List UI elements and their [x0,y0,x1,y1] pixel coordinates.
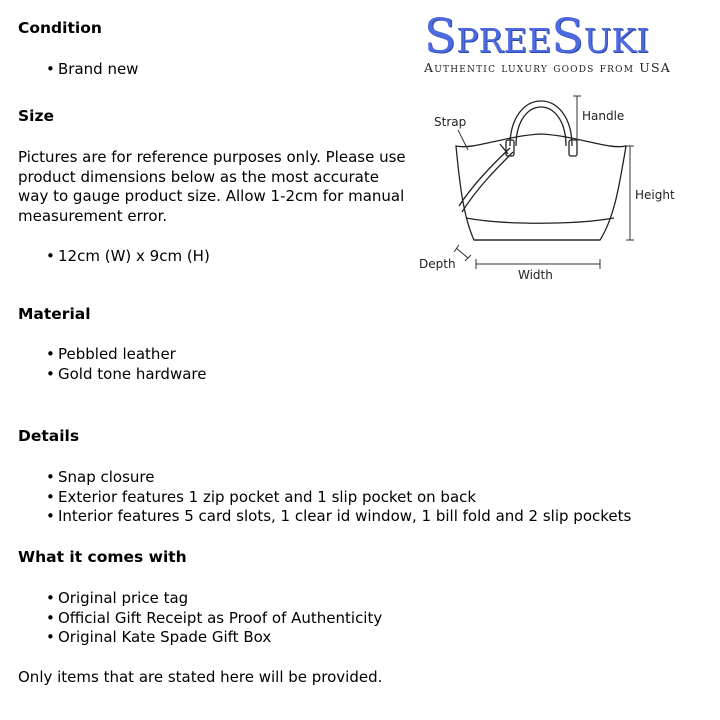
list-item-text: Original price tag [58,589,189,607]
details-heading: Details [18,427,80,445]
handbag-dimension-diagram [414,88,714,288]
list-item [46,488,631,508]
bullet: • [46,364,55,383]
brand-title: SpreeSuki [424,9,650,64]
material-heading: Material [18,305,91,323]
bullet: • [46,247,55,265]
label-width: Width [518,268,553,282]
size-list [46,247,210,267]
list-item-text: Official Gift Receipt as Proof of Authenticity [58,608,383,627]
list-item-text: 12cm (W) x 9cm (H) [58,247,210,265]
list-item-text: Interior features 5 card slots, 1 clear id window, 1 bill fold and 2 slip pockets [58,507,632,525]
list-item [46,468,631,488]
label-handle: Handle [582,109,625,123]
size-heading: Size [18,107,55,125]
details-list [46,468,631,527]
brand-logo [424,10,716,75]
list-item [46,628,382,648]
condition-heading: Condition [18,19,102,37]
list-item-text: Original Kate Spade Gift Box [58,628,272,646]
list-item-text: Pebbled leather [58,345,176,363]
material-list [46,345,206,384]
condition-list [46,60,138,80]
bullet: • [46,628,55,646]
list-item-text: Brand new [58,60,139,78]
label-strap: Strap [434,115,467,129]
footer-note: Only items that are stated here will be provided. [18,668,383,686]
bullet: • [46,468,55,486]
list-item [46,507,631,527]
bullet: • [46,507,55,525]
list-item-text: Gold tone hardware [58,364,207,383]
list-item-text: Exterior features 1 zip pocket and 1 slip pocket on back [58,487,477,506]
bullet: • [46,487,55,506]
bullet: • [46,345,55,363]
label-depth: Depth [419,257,456,271]
list-item [46,609,382,629]
brand-tagline: Authentic luxury goods from USA [424,60,672,75]
size-note: Pictures are for reference purposes only. Please use product dimensions below as the most accurate way to gauge product size. Allow 1-2cm for manual measurement error. [18,148,406,225]
list-item [46,365,206,385]
comes-with-heading: What it comes with [18,548,187,566]
bullet: • [46,589,55,607]
list-item [46,345,206,365]
label-height: Height [635,188,675,202]
list-item [46,60,138,80]
list-item-text: Snap closure [58,468,155,486]
bullet: • [46,60,55,78]
comes-with-list [46,589,382,648]
list-item [46,247,210,267]
list-item [46,589,382,609]
bullet: • [46,608,55,627]
